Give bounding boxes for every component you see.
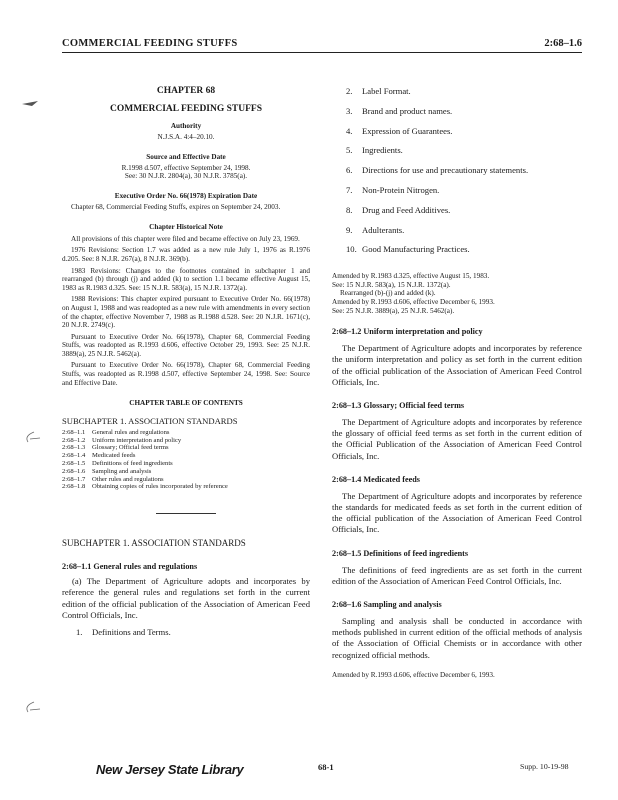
- historical-note-p5: Pursuant to Executive Order No. 66(1978), Chapter 68, Commercial Feeding Stuffs, was readopted as R.1993 d.606, effective October 29, 1993. See: 25 N.J.R. 3889(a), 25 N.J.R. 5462(a).: [62, 332, 310, 358]
- list-item-num: 10.: [346, 244, 357, 255]
- toc-title: Other rules and regulations: [92, 475, 164, 483]
- list-item-num: 8.: [346, 204, 353, 215]
- amendment-note-2: See: 15 N.J.R. 583(a), 15 N.J.R. 1372(a).: [332, 280, 451, 289]
- toc-row: [62, 437, 310, 445]
- toc-row: [62, 452, 310, 460]
- section-1-4-heading: 2:68–1.4 Medicated feeds: [332, 474, 420, 484]
- eo-text: Chapter 68, Commercial Feeding Stuffs, expires on September 24, 2003.: [71, 202, 281, 211]
- toc-title: Definitions of feed ingredients: [92, 460, 173, 468]
- list-item-text: Label Format.: [362, 86, 411, 96]
- divider: [156, 513, 216, 514]
- supplement-date: Supp. 10-19-98: [520, 762, 569, 771]
- toc-title: Uniform interpretation and policy: [92, 436, 182, 444]
- list-item-num: 5.: [346, 145, 353, 156]
- amendment-note-4: Amended by R.1993 d.606, effective December 6, 1993.: [332, 297, 495, 306]
- list-item-text: Directions for use and precautionary statements.: [362, 165, 529, 176]
- chapter-title: COMMERCIAL FEEDING STUFFS: [109, 104, 262, 114]
- historical-note-heading: Chapter Historical Note: [149, 223, 223, 232]
- library-stamp: New Jersey State Library: [96, 762, 244, 777]
- list-item-text: Ingredients.: [362, 145, 403, 156]
- header-title: COMMERCIAL FEEDING STUFFS: [62, 38, 238, 49]
- source-heading: Source and Effective Date: [146, 153, 226, 162]
- toc-title: Glossary; Official feed terms: [92, 444, 169, 452]
- left-column: [62, 82, 310, 647]
- toc-row: [62, 444, 310, 452]
- historical-note-p3: 1983 Revisions: Changes to the footnotes contained in subchapter 1 and rearranged (b) through (j) and added (k) to section 1.1 became effective August 15, 1983 as R.1983 d.325. See: 15 N.J.R. 583(a), 15 N.J.R. 1372(a).: [62, 266, 310, 292]
- section-1-5-heading: 2:68–1.5 Definitions of feed ingredients: [332, 548, 469, 558]
- toc-title: Medicated feeds: [92, 452, 136, 460]
- toc-num: 2:68–1.1: [62, 428, 86, 436]
- margin-mark-icon: [20, 700, 42, 714]
- authority-text: N.J.S.A. 4:4–20.10.: [157, 132, 215, 141]
- list-item: [332, 165, 582, 185]
- list-item-text: Expression of Guarantees.: [362, 125, 453, 136]
- amendment-note-1: Amended by R.1983 d.325, effective August 15, 1983.: [332, 272, 490, 281]
- historical-note-p1: All provisions of this chapter were filed and became effective on July 23, 1969.: [71, 234, 300, 243]
- section-1-1-heading: 2:68–1.1 General rules and regulations: [62, 562, 198, 572]
- list-item-text: Definitions and Terms.: [92, 627, 171, 638]
- toc-num: 2:68–1.6: [62, 467, 86, 475]
- list-item-num: 7.: [346, 184, 353, 195]
- toc-title: Obtaining copies of rules incorporated by reference: [92, 483, 228, 491]
- toc-row: [62, 460, 310, 468]
- historical-note-p2: 1976 Revisions: Section 1.7 was added as a new rule July 1, 1976 as R.1976 d.205. See: 8 N.J.R. 267(a), 8 N.J.R. 369(b).: [62, 246, 310, 263]
- authority-heading: Authority: [170, 122, 202, 130]
- list-item-num: 2.: [346, 86, 353, 96]
- toc-num: 2:68–1.8: [62, 483, 86, 491]
- subchapter-heading: SUBCHAPTER 1. ASSOCIATION STANDARDS: [62, 538, 246, 549]
- toc-num: 2:68–1.4: [62, 452, 86, 460]
- section-1-6-amendment: Amended by R.1993 d.606, effective December 6, 1993.: [332, 670, 495, 679]
- toc-row: [62, 429, 310, 437]
- list-item-num: 3.: [346, 105, 353, 116]
- running-header: [62, 38, 582, 53]
- toc-row: [62, 476, 310, 484]
- toc-num: 2:68–1.7: [62, 475, 86, 483]
- source-line-1: R.1998 d.507, effective September 24, 1998.: [121, 163, 251, 172]
- toc-heading: CHAPTER TABLE OF CONTENTS: [129, 399, 243, 408]
- section-1-3-text: The Department of Agriculture adopts and incorporates by reference the glossary of official feed terms as set forth in the current edition of the Official Publication of the Association of American Feed Control Officials, Inc.: [332, 416, 582, 461]
- list-item-text: Drug and Feed Additives.: [362, 204, 451, 215]
- toc-num: 2:68–1.5: [62, 460, 86, 468]
- historical-note-p6: Pursuant to Executive Order No. 66(1978), Chapter 68, Commercial Feeding Stuffs, was readopted as R.1998 d.507, effective September 24, 1998. See: Source and Effective Date.: [62, 361, 310, 387]
- list-item: [332, 225, 582, 245]
- list-item: [332, 185, 582, 205]
- list-item: [332, 205, 582, 225]
- toc-num: 2:68–1.2: [62, 436, 86, 444]
- list-item-text: Good Manufacturing Practices.: [362, 244, 470, 255]
- amendment-note-5: See: 25 N.J.R. 3889(a), 25 N.J.R. 5462(a).: [332, 306, 455, 315]
- list-item: [332, 244, 582, 264]
- section-1-3-heading: 2:68–1.3 Glossary; Official feed terms: [332, 400, 465, 410]
- section-1-2-heading: 2:68–1.2 Uniform interpretation and policy: [332, 327, 483, 337]
- list-item-1: 1. Definitions and Terms.: [76, 627, 171, 638]
- toc-row: [62, 483, 310, 491]
- list-item: [332, 126, 582, 146]
- list-item-text: Brand and product names.: [362, 105, 453, 116]
- list-item-text: Non-Protein Nitrogen.: [362, 184, 440, 195]
- page-number: 68-1: [318, 762, 334, 772]
- toc-title: Sampling and analysis: [92, 467, 152, 475]
- list-item: [332, 106, 582, 126]
- section-1-5-text: The definitions of feed ingredients are as set forth in the current edition of the Association of American Feed Control Officials, Inc.: [332, 564, 582, 586]
- list-item: [332, 86, 582, 106]
- section-1-2-text: The Department of Agriculture adopts and incorporates by reference the uniform interpretation and policy as set forth in the current edition of the official publication of the Association of American Feed Control Officials, Inc.: [332, 343, 582, 387]
- toc-subchapter: SUBCHAPTER 1. ASSOCIATION STANDARDS: [62, 415, 238, 426]
- section-1-6-heading: 2:68–1.6 Sampling and analysis: [332, 599, 442, 609]
- toc-row: [62, 468, 310, 476]
- section-1-4-text: The Department of Agriculture adopts and incorporates by reference the standards for medicated feeds as set forth in the current edition of the official publication of the Association of American Feed Control Officials, Inc.: [332, 490, 582, 535]
- list-item-num: 9.: [346, 224, 353, 235]
- list-item-num: 6.: [346, 165, 353, 176]
- header-section: 2:68–1.6: [544, 38, 582, 49]
- list-item: [332, 145, 582, 165]
- section-1-1-text: (a) The Department of Agriculture adopts and incorporates by reference the general rules and regulations set forth in the current edition of the official publication of the Association of American Feed Control Officials, Inc.: [62, 576, 310, 620]
- margin-mark-icon: [20, 96, 42, 110]
- chapter-number: CHAPTER 68: [156, 86, 216, 96]
- toc-title: General rules and regulations: [92, 428, 170, 436]
- amendment-note-3: Rearranged (b)-(j) and added (k).: [340, 289, 436, 298]
- historical-note-p4: 1988 Revisions: This chapter expired pursuant to Executive Order No. 66(1978) on August 1, 1988 and was readopted as a new rule with amendments in every section of the chapter, effective November 7, 1988 as R.1988 d.528. See: 20 N.J.R. 1671(c), 20 N.J.R. 2749(c).: [62, 295, 310, 330]
- list-item-num: 4.: [346, 125, 353, 136]
- right-column: [332, 86, 582, 679]
- source-line-2: See: 30 N.J.R. 2804(a), 30 N.J.R. 3785(a).: [124, 172, 248, 181]
- list-item-text: Adulterants.: [362, 224, 405, 235]
- toc-num: 2:68–1.3: [62, 444, 86, 452]
- margin-mark-icon: [20, 430, 42, 444]
- toc-list: [62, 429, 310, 491]
- eo-heading: Executive Order No. 66(1978) Expiration Date: [114, 191, 258, 200]
- section-1-6-text: Sampling and analysis shall be conducted in accordance with methods published in current edition of the official methods of analysis of the Association of Official Chemists or in accordance with other recognized official methods.: [332, 615, 582, 660]
